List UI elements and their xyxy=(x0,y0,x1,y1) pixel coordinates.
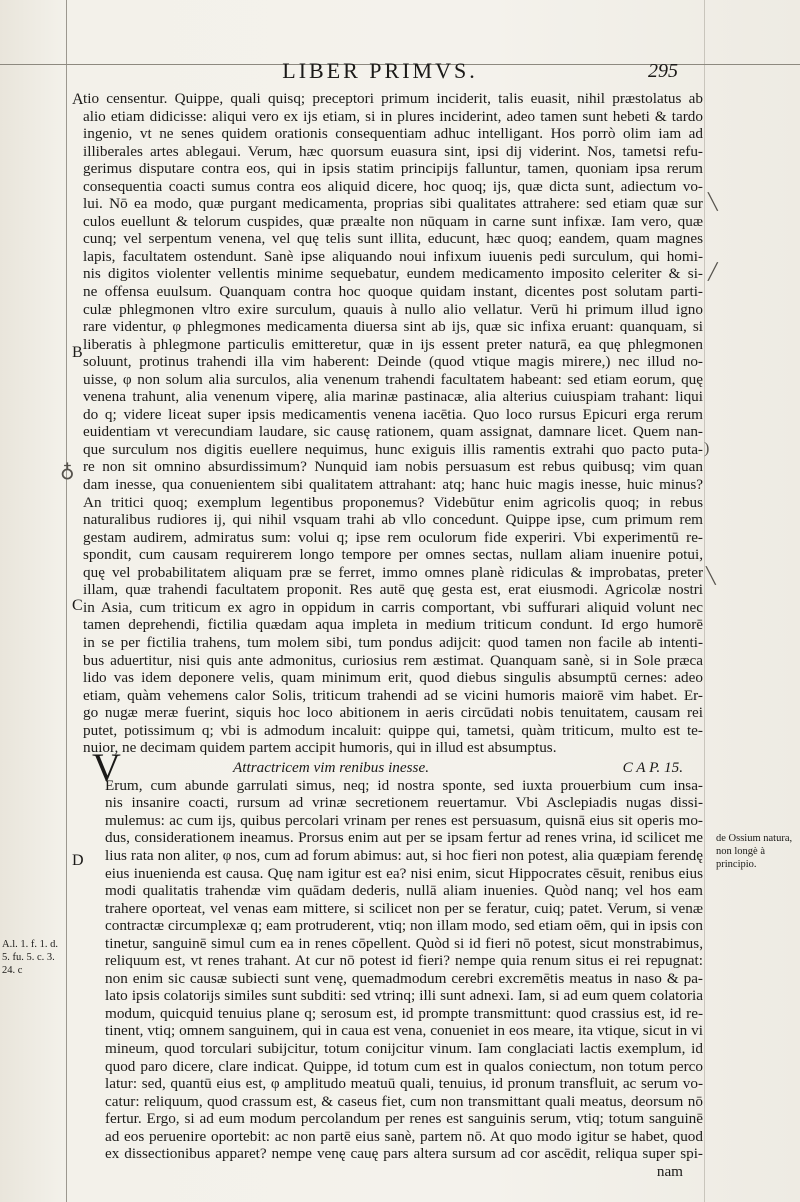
text-line: non enim sic causæ subiecti sunt venę, quemadmodum cerebri excremētis meatus in naso & pa- xyxy=(105,969,703,987)
text-line: alio etiam didicisse: aliqui vero ex ijs etiam, si in plures inciderint, adeo tamen sunt hebeti & tardo xyxy=(83,107,703,125)
text-line: lido vas idem deponere velis, quam minimum erit, quod diebus singulis absumptū cernes: adeo xyxy=(83,669,703,687)
text-line: trahere oporteat, vel venas eam mittere, si scilicet non per se feratur, cuiq; patet. Verum, si venæ xyxy=(105,899,703,917)
chapter-number: C A P. 15. xyxy=(622,758,683,776)
page-number: 295 xyxy=(648,60,678,82)
text-line: venena trahunt, alia venenum viperę, alia marinæ pastinacæ, alia alterius cuiuspiam trahant: liqui xyxy=(83,388,703,406)
text-line: illiberales artes ablegaui. Verum, hæc quorsum euasura sint, ipsi dij viderint. Nos, tametsi refu- xyxy=(83,142,703,160)
paragraph-1 xyxy=(83,90,703,353)
text-line: consequentia coacti sumus contra eos aliquid dicere, hoc quoq; ijs, quæ dicta sunt, adiectum vo- xyxy=(83,177,703,195)
right-margin-rule xyxy=(704,0,705,1202)
text-line: que surculum nos digitis euellere nequimus, hunc exiguis illis ramentis extrahi quo pacto puta- xyxy=(83,440,703,458)
text-line: gestam audirem, admiratus sum: volui q; ipse rem oculorum fide experiri. Vbi experimentū re- xyxy=(83,528,703,546)
margin-pen-mark: ) xyxy=(704,440,710,457)
text-line: ad eos peruenire oportebit: ac non partē eius sanè, partem nō. At quo modo igitur se habet, quod xyxy=(105,1127,703,1145)
text-line: mulemus: ac cum ijs, quibus percolari vrinam per renes est persuasum, quisnā eius sit operis mo- xyxy=(105,811,703,829)
text-line: catur: reliquum, quod crassum est, & caseus fiet, cum non transmittant quali meatus, deorsum nō xyxy=(105,1092,703,1110)
text-line: etiam, quàm vehemens calor Solis, triticum trahendi ad se vicini humoris maiorē vim habet. Er- xyxy=(83,686,703,704)
paragraph-2 xyxy=(83,353,703,616)
text-line: putet, potissimum q; vbi is admodum incaluit: quippe qui, tametsi, quàm triticum, multo est te- xyxy=(83,721,703,739)
text-line: soluunt, protinus trahendi illa vim haberent: Deinde (quod vtique magis mirere,) nec illud no- xyxy=(83,353,703,371)
text-line: euidentiam vt verecundiam laudare, sic causę rationem, quam assignat, damnare licet. Quem nan- xyxy=(83,423,703,441)
text-line: dam inesse, qua conuenientem sibi qualitatem attrahant: atq; hanc huic magis inesse, huic minus? xyxy=(83,476,703,494)
text-line: in se per fictilia trahens, tum molem sibi, tum pondus adijcit: quod tamen non facile ab intenti- xyxy=(83,633,703,651)
text-line: ex dissectionibus apparet? nempe venę cauę pars altera sursum ad cor ascēdit, reliqua super spi- xyxy=(105,1145,703,1163)
left-margin-rule xyxy=(66,0,67,1202)
text-line: lius rata non aliter, φ nos, cum ad forum abimus: aut, si hoc fieri non potest, alia quæpiam ferendę xyxy=(105,846,703,864)
section-letter-d: D xyxy=(72,852,84,869)
text-line: ne offensa euulsum. Quanquam contra hoc quoque quidam instant, dicentes post solutam parti- xyxy=(83,283,703,301)
text-line: in Asia, cum triticum ex agro in oppidum in carris comportant, vbi suffurari aliquid volunt nec xyxy=(83,598,703,616)
paragraph-3 xyxy=(83,616,703,756)
text-line: nis insanire coacti, rursum ad vrinæ secretionem reuertamur. Vbi Asclepiadis nugas dissi- xyxy=(105,794,703,812)
text-line: culos euellunt & telorum cuspides, quæ præalte non nūquam in carne sunt infixæ. Iam vero, quæ xyxy=(83,212,703,230)
text-line: lapis, facultatem ostendunt. Sanè ipse aliquando noui infixum iuuenis pedi surculum, qui homi- xyxy=(83,247,703,265)
text-line: illam, quæ trahendi facultatem proponit. Res autē quę gesta est, erat eiusmodi. Agricolæ nostri xyxy=(83,581,703,599)
text-line: spondit, cum causam requirerem longo tempore per omnes sectas, nullam aliam inuenire potui, xyxy=(83,546,703,564)
text-line: tinent, vtiq; omnem sanguinem, qui in caua est vena, conueniet in eos meare, ita vtique, sicut in vi xyxy=(105,1022,703,1040)
text-line: latur: sed, quantū eius est, φ amplitudo meatuū quali, tenuius, id pronum transfluit, ac serum vo- xyxy=(105,1075,703,1093)
text-line: culæ phlegmonen vltro exire surculum, quauis à nullo alio vellatur. Verū hi primum illud igno xyxy=(83,300,703,318)
margin-pen-mark: ╲ xyxy=(706,568,716,585)
chapter-caption xyxy=(83,759,703,777)
text-line: mineum, quod torculari subijcitur, totum conijcitur vinum. Iam conglaciati lactis exemplum, id xyxy=(105,1039,703,1057)
running-head: LIBER PRIMVS. xyxy=(282,58,478,83)
section-letter-c: C xyxy=(72,597,83,614)
text-line: gerimus disputare contra eos, qui in ipsis statim principijs falluntur, tamen, quoniam ipsa rerum xyxy=(83,160,703,178)
text-line: bus aduertitur, nisi quis ante admonitus, curiosius rem æstimat. Quanquam sanè, si in Sole præca xyxy=(83,651,703,669)
text-line: tio censentur. Quippe, quali quisq; preceptori primum inciderit, talis euasit, nihil præstolatus ab xyxy=(83,90,703,107)
text-line: Erum, cum abunde garrulati simus, neq; id nostra sponte, sed iuxta prouerbium cum insa- xyxy=(105,776,703,794)
main-text-block xyxy=(83,90,703,1180)
text-line: nis digitos violenter vellentis minime sequebatur, eundem medicamento imposito celeriter & si- xyxy=(83,265,703,283)
text-line: re non sit omnino absurdissimum? Nunquid iam nobis persuasum est rebus quibusq; vim quan xyxy=(83,458,703,476)
catchword: nam xyxy=(656,1162,683,1180)
text-line: eius inuenienda est causa. Quę nam igitur est ea? nisi enim, sicut Hippocrates cēsuit, renibus eius xyxy=(105,864,703,882)
text-line: An tritici quoq; exemplum legentibus proponemus? Videbūtur enim agricolis quoq; in rebus xyxy=(83,493,703,511)
text-line: tamen deprehendi, fictilia quædam aqua impleta in medium triticum condunt. Id ergo humorē xyxy=(83,616,703,634)
section-letter-a: A xyxy=(72,91,84,108)
right-margin-note: de Ossium natura, non longè à principio. xyxy=(716,833,793,870)
text-line: modi qualitatis trahendæ vim quādam dederis, nullā aliam inuenies. Quòd nanq; vel hos eam xyxy=(105,882,703,900)
text-line: lui. Nō ea modo, quæ purgant medicamenta, proprias sibi qualitates attrahere: sed etiam quæ sur xyxy=(83,195,703,213)
text-line: cunq; vel serpentum venena, vel quę telis sunt illita, educunt, hæc quoq; eandem, quam magnes xyxy=(83,230,703,248)
text-line: nuior, ne decimam quidem partem accipit humoris, qui in illud est absumptus. xyxy=(83,739,557,757)
text-line: quod paro dicere, clare indicat. Quippe, id totum cum est in qualos coniectum, non totum perco xyxy=(105,1057,703,1075)
text-line: ingenio, vt ne senes quidem orationis consequentiam adhuc intelligant. Hos porrò olim iam ad xyxy=(83,125,703,143)
text-line: fertur. Ergo, si ad eum modum percolandum per renes est sanguinis serum, vtiq; totum sanguinē xyxy=(105,1110,703,1128)
margin-pen-mark: ♁ xyxy=(60,460,75,482)
text-line: do q; videre liceat super ipsis medicamentis venena iacētia. Quo loco rursus Epicuri erga rerum xyxy=(83,405,703,423)
text-line: quę vel probabilitatem aliquam præ se ferret, immo omnes planè ridiculas & improbatas, preter xyxy=(83,563,703,581)
chapter-title: Attractricem vim renibus inesse. xyxy=(233,758,429,776)
paragraph-4 xyxy=(83,777,703,1163)
section-letter-b: B xyxy=(72,344,83,361)
text-line: tinetur, sanguinē simul cum ea in renes cōpellent. Quòd si id fieri nō potest, sicut monstrabimus, xyxy=(105,934,703,952)
text-line: modum, quicquid tenuius plane q; serosum est, id prompte transmittunt: quod crassius est, id re- xyxy=(105,1004,703,1022)
margin-pen-mark: ╱ xyxy=(708,264,718,281)
text-line: uisse, φ non solum alia surculos, alia venenum trahendi facultatem habeant: sed etiam eorum, quę xyxy=(83,370,703,388)
text-line: go nugæ meræ fuerint, siquis hoc loco abitionem in aeris circūdati nobis tenuitatem, causam rei xyxy=(83,704,703,722)
text-line: rare videntur, φ phlegmones medicamenta diuersa sint ab ijs, quæ sic infixa eruant: quanquam, si xyxy=(83,318,703,336)
text-line: dus, considerationem ineamus. Prorsus enim aut per se ipsam fertur ad renes vrina, id scilicet me xyxy=(105,829,703,847)
text-line: lato ipsis colatorijs similes sunt subditi: sed vtrinq; illi sunt adnexi. Iam, si ad eum quem colatoria xyxy=(105,987,703,1005)
text-line: liberatis à phlegmone particulis emitteretur, quæ in ijs essent preter naturā, ea quę phlegmonen xyxy=(83,335,703,353)
left-margin-note: A.l. 1. f. 1. d. 5. fu. 5. c. 3. 24. c xyxy=(2,939,58,976)
text-line: contractæ circumplexæ q; eam protruderent, vtiq; non illam modo, sed etiam oēm, qui in ipsis con xyxy=(105,917,703,935)
margin-pen-mark: ╲ xyxy=(708,194,718,211)
text-line: reliquum est, vt renes trahant. At cur nō potest id fieri? nempe quia renum situs ei rei repugnat: xyxy=(105,952,703,970)
text-line: naturalibus rudiores ij, qui nihil vsquam trahi ab vllo concedunt. Quippe ipse, cum primum rem xyxy=(83,511,703,529)
drop-cap: V xyxy=(92,745,121,790)
